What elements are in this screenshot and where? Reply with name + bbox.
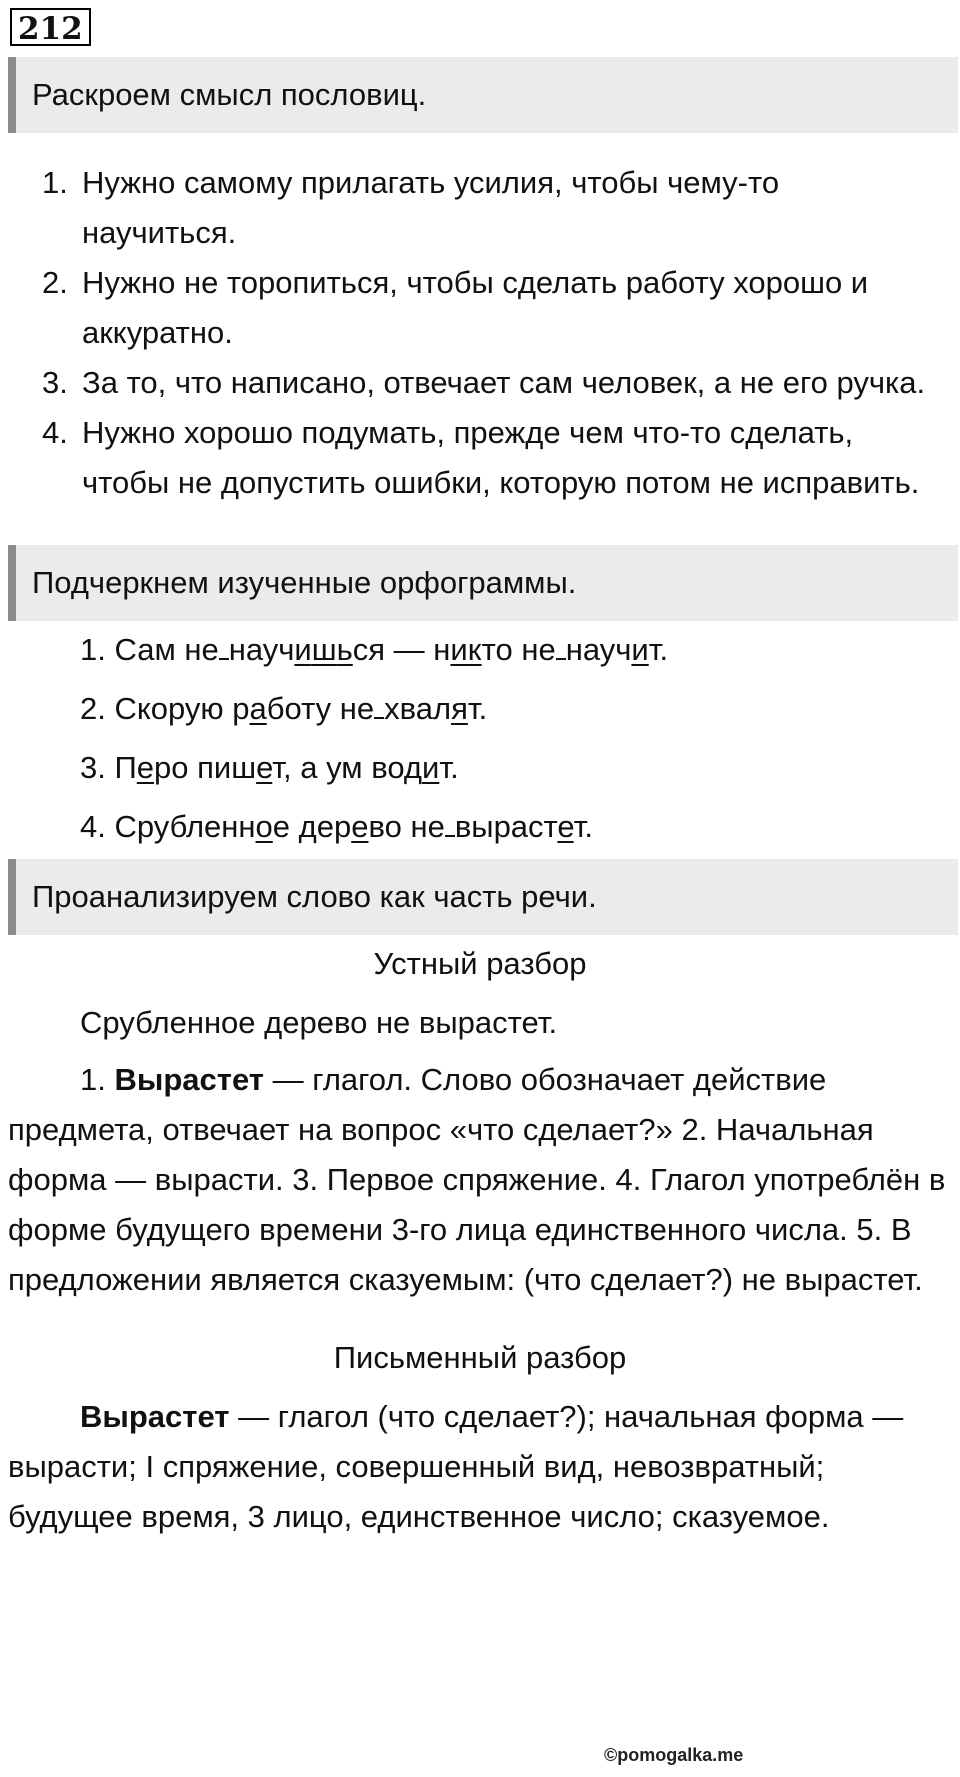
section-header-analysis: Проанализируем слово как часть речи. [8,859,958,935]
list-item: 4. Нужно хорошо подумать, прежде чем что-то сделать, чтобы не допустить ошибки, которую потом не исправить. [42,415,920,500]
section-header-spelling: Подчеркнем изученные орфограммы. [8,545,958,621]
oral-analysis: 1. Вырастет — глагол. Слово обозначает действие предмета, отвечает на вопрос «что сделает?» 2. Начальная форма — вырасти. 3. Первое спряжение. 4. Глагол употреблён в форме будущего времени 3-го лица единственного числа. 5. В предложении является сказуемым: (что сделает?) не вырастет. [8,1062,946,1297]
written-analysis: Вырастет — глагол (что сделает?); начальная форма — вырасти; I спряжение, совершенный вид, невозвратный; будущее время, 3 лицо, единственное число; сказуемое. [8,1399,904,1534]
meaning-list [36,158,936,508]
written-heading: Письменный разбор [333,1340,627,1375]
list-item: 3. За то, что написано, отвечает сам человек, а не его ручка. [42,365,926,400]
list-item: 2. Нужно не торопиться, чтобы сделать работу хорошо и аккуратно. [42,265,869,350]
spelling-sentence-1: 1. Сам не научишься — никто не научит. [80,632,669,667]
list-item: 1. Нужно самому прилагать усилия, чтобы чему-то научиться. [42,165,780,250]
spelling-sentence-2: 2. Скорую работу не хвалят. [80,691,488,726]
oral-heading: Устный разбор [373,946,587,981]
task-number: 212 [10,8,91,46]
spelling-sentence-4: 4. Срубленное дерево не вырастет. [80,809,593,844]
oral-sentence: Срубленное дерево не вырастет. [80,1005,558,1040]
footer-copyright: ©pomogalka.me [604,1745,744,1765]
section-header-meaning: Раскроем смысл пословиц. [8,57,958,133]
spelling-sentence-3: 3. Перо пишет, а ум водит. [80,750,459,785]
